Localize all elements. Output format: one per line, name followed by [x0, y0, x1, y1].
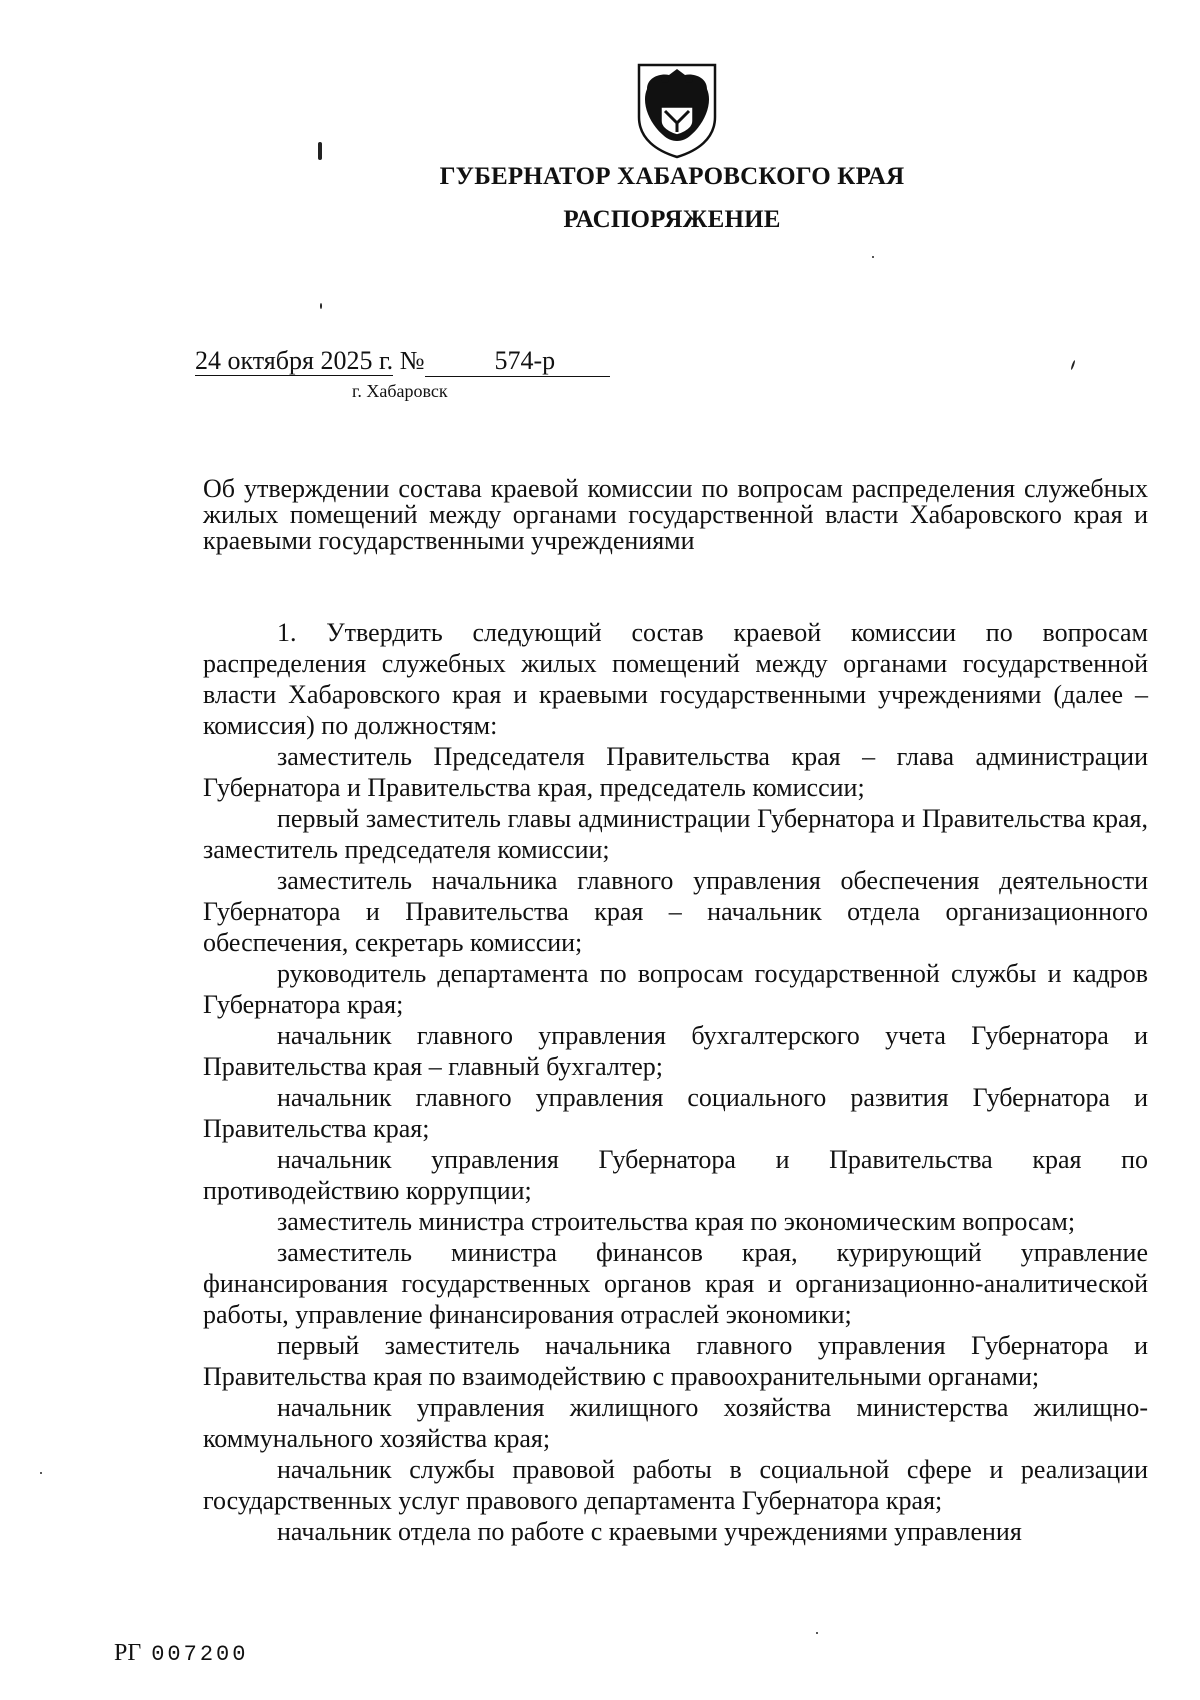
- body-paragraph: начальник отдела по работе с краевыми учреждениями управления: [277, 1517, 1022, 1546]
- scan-speck: [872, 256, 874, 258]
- body-paragraph: начальник главного управления бухгалтерского учета Губернатора и Правительства края – главный бухгалтер;: [203, 1021, 1148, 1081]
- body-paragraph: заместитель министра строительства края по экономическим вопросам;: [277, 1207, 1076, 1236]
- registry-code: [114, 1640, 248, 1667]
- document-type: РАСПОРЯЖЕНИЕ: [563, 206, 781, 233]
- body-paragraph: руководитель департамента по вопросам государственной службы и кадров Губернатора края;: [203, 959, 1148, 1019]
- scan-speck: [1070, 360, 1075, 370]
- scan-speck: [40, 1472, 42, 1474]
- date-number-line: [195, 346, 610, 377]
- document-number: 574-р: [425, 346, 610, 377]
- body-paragraph: первый заместитель начальника главного управления Губернатора и Правительства края по взаимодействию с правоохранительными органами;: [203, 1331, 1148, 1391]
- document-body: [203, 617, 1148, 1547]
- body-paragraph: заместитель начальника главного управления обеспечения деятельности Губернатора и Правительства края – начальник отдела организационного обеспечения, секретарь комиссии;: [203, 866, 1148, 957]
- document-city: г. Хабаровск: [352, 381, 448, 401]
- body-paragraph: 1. Утвердить следующий состав краевой комиссии по вопросам распределения служебных жилых помещений между органами государственной власти Хабаровского края и краевыми государственными учреждениями (далее – комиссия) по должностям:: [203, 618, 1148, 740]
- document-date: 24 октября 2025 г.: [195, 346, 394, 375]
- issuer-title: ГУБЕРНАТОР ХАБАРОВСКОГО КРАЯ: [439, 163, 905, 190]
- body-paragraph: начальник управления Губернатора и Правительства края по противодействию коррупции;: [203, 1145, 1148, 1205]
- body-paragraph: заместитель министра финансов края, курирующий управление финансирования государственных органов края и организационно-аналитической работы, управление финансирования отраслей экономики;: [203, 1238, 1148, 1329]
- scan-speck: [318, 142, 322, 160]
- body-paragraph: первый заместитель главы администрации Губернатора и Правительства края, заместитель председателя комиссии;: [203, 804, 1148, 864]
- body-paragraph: заместитель Председателя Правительства края – глава администрации Губернатора и Правительства края, председатель комиссии;: [203, 742, 1148, 802]
- registry-number: 007200: [151, 1642, 249, 1667]
- coat-of-arms-icon: [631, 59, 723, 159]
- number-sign: №: [399, 346, 425, 375]
- subject-text: Об утверждении состава краевой комиссии по вопросам распределения служебных жилых помещений между органами государственной власти Хабаровского края и краевыми государственными учреждениями: [203, 474, 1148, 555]
- scan-speck: [816, 1632, 818, 1634]
- scan-speck: [320, 303, 322, 309]
- body-paragraph: начальник службы правовой работы в социальной сфере и реализации государственных услуг правового департамента Губернатора края;: [203, 1455, 1148, 1515]
- body-paragraph: начальник главного управления социального развития Губернатора и Правительства края;: [203, 1083, 1148, 1143]
- registry-prefix: РГ: [114, 1640, 142, 1666]
- document-subject: [203, 476, 1148, 554]
- body-paragraph: начальник управления жилищного хозяйства министерства жилищно-коммунального хозяйства края;: [203, 1393, 1148, 1453]
